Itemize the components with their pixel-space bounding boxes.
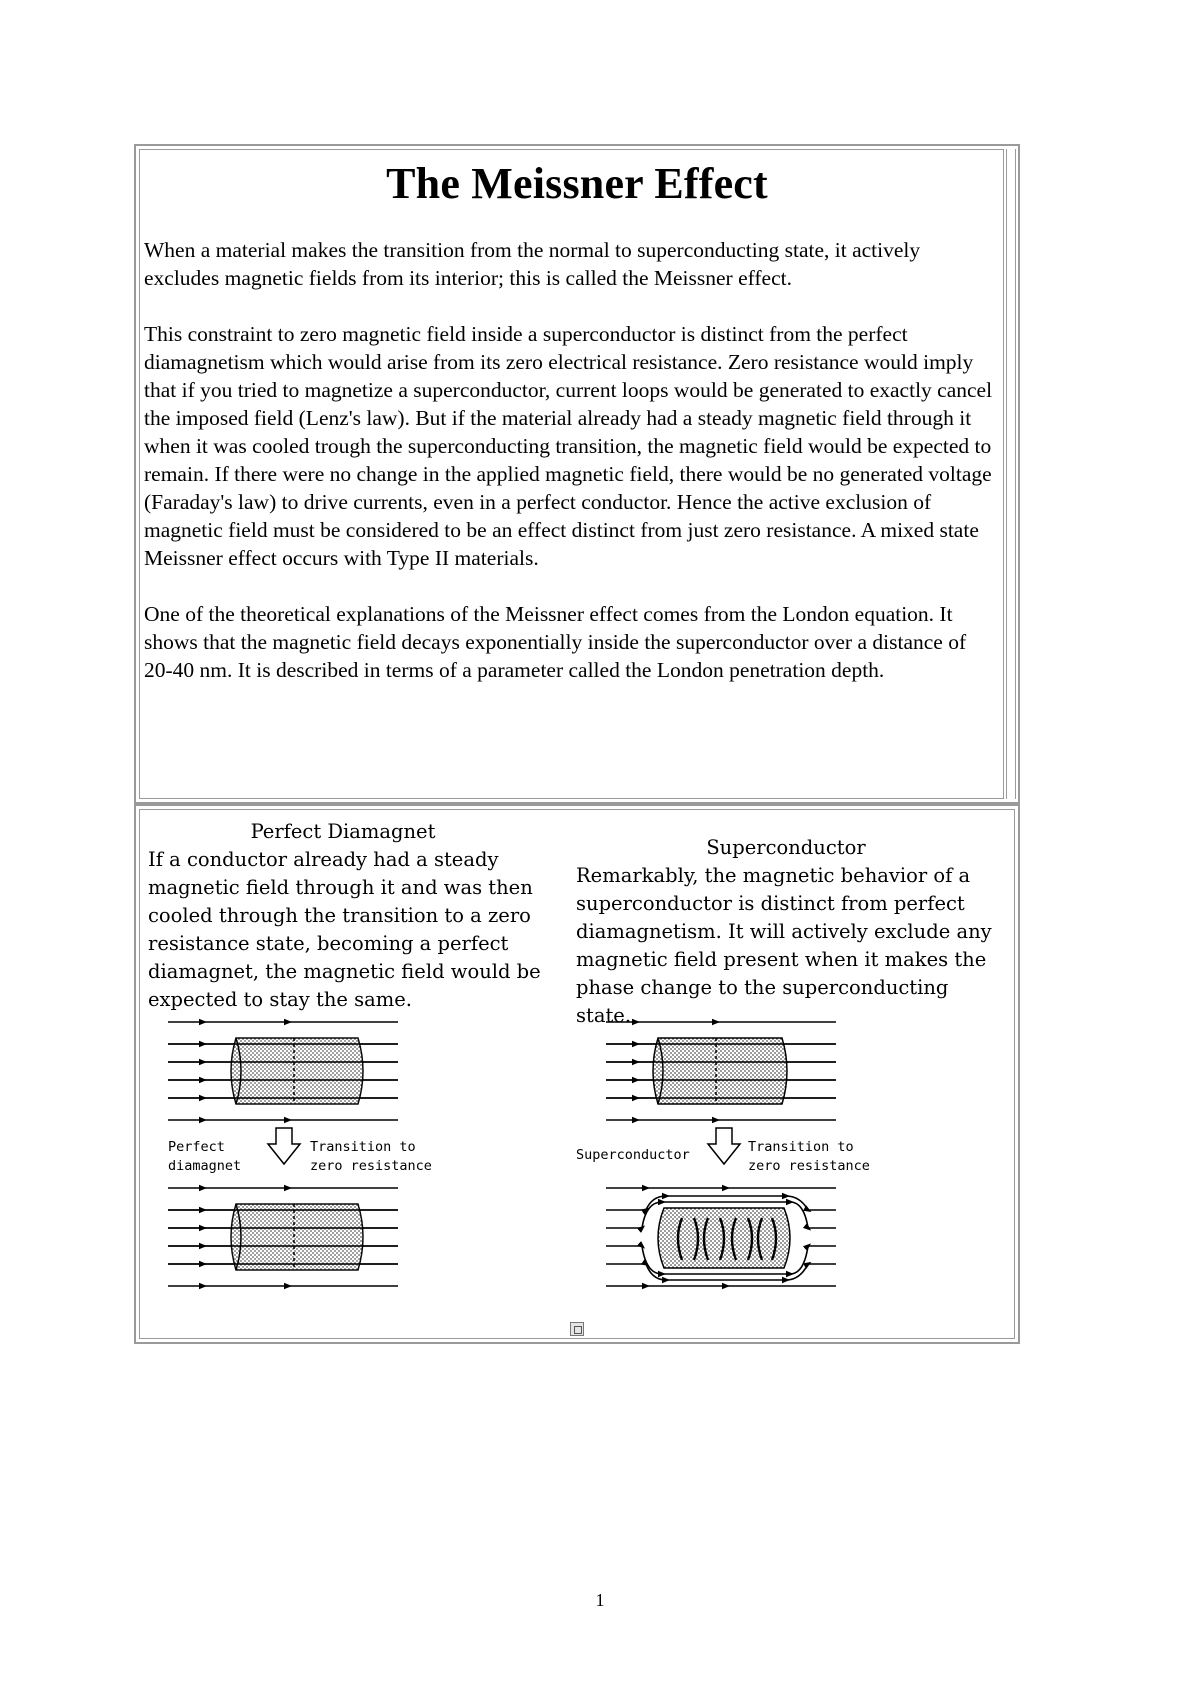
page-number: 1: [595, 1590, 605, 1610]
perfect-diamagnet-diagram: [148, 1016, 438, 1306]
superconductor-diagram: [576, 1016, 886, 1306]
perfect-diamagnet-text: If a conductor already had a steady magnetic field through it and was then cooled through the transition to a zero resistance state, becoming a perfect diamagnet, the magnetic field would be expected to stay the same.: [148, 848, 541, 1011]
superconductor-text: Remarkably, the magnetic behavior of a superconductor is distinct from perfect diamagnetism. It will actively exclude any magnetic field present when it makes the phase change to the superconducting state.: [576, 864, 992, 1027]
superconductor-section: [576, 834, 1006, 1030]
superconductor-label: Superconductor: [576, 1147, 690, 1163]
page-title: The Meissner Effect: [386, 159, 768, 208]
paragraph-1: When a material makes the transition from the normal to superconducting state, it actively excludes magnetic fields from its interior; this is called the Meissner effect.: [144, 238, 921, 290]
transition-label-left: Transition to zero resistance: [310, 1139, 432, 1174]
perfect-diamagnet-heading: Perfect Diamagnet: [250, 820, 436, 843]
paragraph-2: This constraint to zero magnetic field inside a superconductor is distinct from the perfect diamagnetism which would arise from its zero electrical resistance. Zero resistance would imply that if you tried to magnetize a superconductor, current loops would be generated to exactly cancel the imposed field (Lenz's law). But if the material already had a steady magnetic field through it when it was cooled trough the superconducting transition, the magnetic field would be expected to remain. If there were no change in the applied magnetic field, there would be no generated voltage (Faraday's law) to drive currents, even in a perfect conductor. Hence the active exclusion of magnetic field must be considered to be an effect distinct from just zero resistance. A mixed state Meissner effect occurs with Type II materials.: [144, 322, 993, 570]
figures-frame: [134, 804, 1020, 1344]
perfect-diamagnet-section: [148, 818, 548, 1014]
article-body: [144, 236, 999, 712]
frame-resize-icon[interactable]: [570, 1322, 584, 1336]
frame-scroll-rail: [1006, 149, 1016, 799]
transition-label-right: Transition to zero resistance: [748, 1139, 870, 1174]
superconductor-heading: Superconductor: [706, 836, 866, 859]
paragraph-3: One of the theoretical explanations of the Meissner effect comes from the London equation. It shows that the magnetic field decays exponentially inside the superconductor over a distance of 20-40 nm. It is described in terms of a parameter called the London penetration depth.: [144, 602, 967, 682]
perfect-diamagnet-label: Perfect diamagnet: [168, 1139, 242, 1174]
article-frame: [134, 144, 1020, 804]
